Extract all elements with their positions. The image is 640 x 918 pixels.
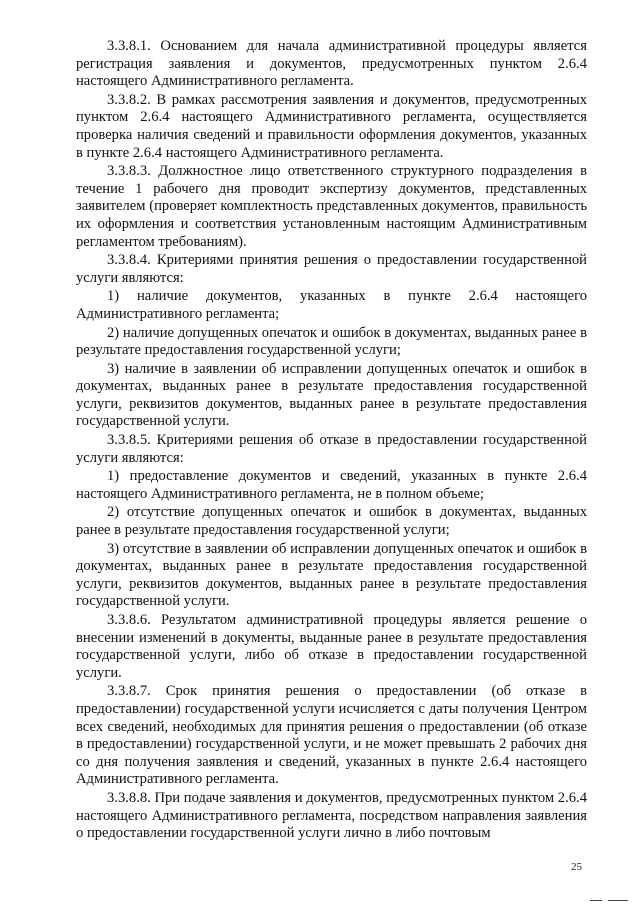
list-item-2: 2) отсутствие допущенных опечаток и ошибок в документах, выданных ранее в результате предоставления государственной услуги;: [76, 504, 587, 539]
list-item-1: 1) наличие документов, указанных в пункте 2.6.4 настоящего Административного регламента;: [76, 288, 587, 322]
paragraph-3-3-8-1: 3.3.8.1. Основанием для начала административной процедуры является регистрация заявления и документов, предусмотренных пунктом 2.6.4 настоящего Административного регламента.: [76, 38, 587, 90]
scan-mark: [608, 900, 628, 901]
document-body: [76, 38, 587, 844]
scan-edge-marks: [590, 900, 640, 902]
list-item-3: 3) отсутствие в заявлении об исправлении допущенных опечаток и ошибок в документах, выданных ранее в результате предоставления государственной услуги, реквизитов документов, выданных ранее в результате предоставления государственной услуги.: [76, 540, 587, 610]
list-item-2: 2) наличие допущенных опечаток и ошибок в документах, выданных ранее в результате предоставления государственной услуги;: [76, 324, 587, 359]
paragraph-3-3-8-2: 3.3.8.2. В рамках рассмотрения заявления и документов, предусмотренных пунктом 2.6.4 настоящего Административного регламента, осуществляется проверка наличия сведений и правильности оформления документов, указанных в пункте 2.6.4 настоящего Административного регламента.: [76, 91, 587, 161]
scan-mark: [590, 900, 602, 901]
paragraph-3-3-8-4: 3.3.8.4. Критериями принятия решения о предоставлении государственной услуги являются:: [76, 252, 587, 286]
list-item-3: 3) наличие в заявлении об исправлении допущенных опечаток и ошибок в документах, выданных ранее в результате предоставления государственной услуги, реквизитов документов, выданных ранее в результате предоставления государственной услуги.: [76, 360, 587, 430]
paragraph-3-3-8-8: 3.3.8.8. При подаче заявления и документов, предусмотренных пунктом 2.6.4 настоящего Административного регламента, посредством направления заявления о предоставлении государственной услуги лично в либо почтовым: [76, 789, 587, 842]
paragraph-3-3-8-7: 3.3.8.7. Срок принятия решения о предоставлении (об отказе в предоставлении) государственной услуги исчисляется с даты получения Центром всех сведений, необходимых для принятия решения о предоставлении (об отказе в предоставлении) государственной услуги, и не может превышать 2 рабочих дня со дня получения заявления и сведений, указанных в пункте 2.6.4 настоящего Административного регламента.: [76, 683, 587, 788]
list-item-1: 1) предоставление документов и сведений, указанных в пункте 2.6.4 настоящего Административного регламента, не в полном объеме;: [76, 468, 587, 502]
paragraph-3-3-8-6: 3.3.8.6. Результатом административной процедуры является решение о внесении изменений в документы, выданные ранее в результате предоставления государственной услуги, либо об отказе в предоставлении государственной услуги.: [76, 612, 587, 681]
paragraph-3-3-8-5: 3.3.8.5. Критериями решения об отказе в предоставлении государственной услуги являются:: [76, 432, 587, 466]
paragraph-3-3-8-3: 3.3.8.3. Должностное лицо ответственного структурного подразделения в течение 1 рабочего дня проводит экспертизу документов, представленных заявителем (проверяет комплектность представленных документов, правильность их оформления и соответствия установленным настоящим Административным регламентом требованиям).: [76, 163, 587, 250]
page-number: 25: [571, 861, 582, 873]
